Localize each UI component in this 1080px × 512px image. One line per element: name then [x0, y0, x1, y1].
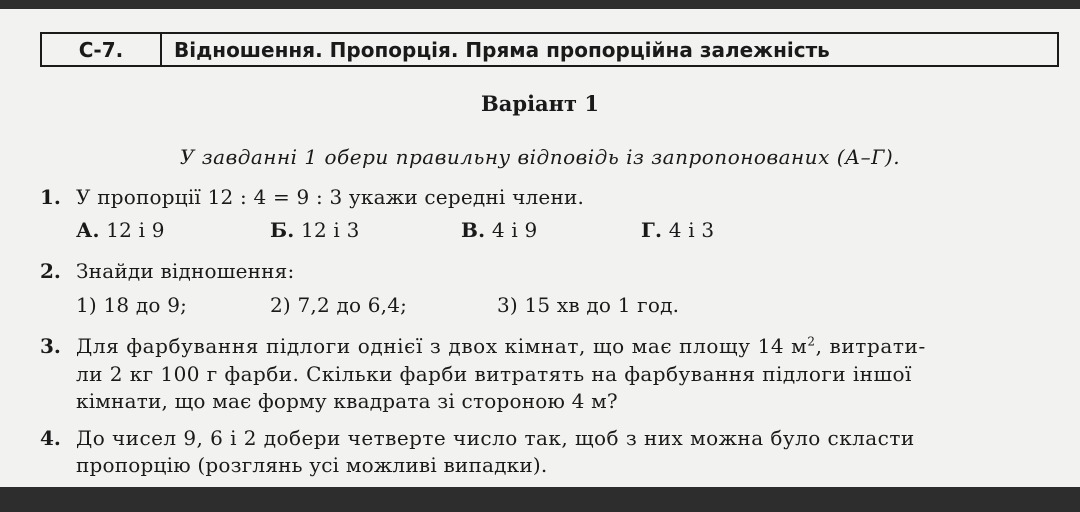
top-dark-bar	[0, 0, 1080, 9]
task-4-line-1: До чисел 9, 6 і 2 добери четверте число так, щоб з них можна було скласти	[76, 426, 915, 450]
task-2-item-3: 3) 15 хв до 1 год.	[497, 293, 680, 317]
option-letter: Б.	[270, 218, 295, 242]
task-1-option-a	[76, 218, 165, 242]
option-letter: В.	[461, 218, 486, 242]
task-2-number: 2.	[40, 259, 61, 283]
task-1-option-b	[270, 218, 360, 242]
task-2-text: Знайди відношення:	[76, 259, 295, 283]
option-text: 4 і 3	[668, 218, 715, 242]
task-3-line-1-text: Для фарбування підлоги однієї з двох кімнат, що має площу 14 м	[76, 334, 808, 358]
task-3-line-3: кімнати, що має форму квадрата зі стороною 4 м?	[76, 389, 618, 413]
task-1-option-c	[461, 218, 537, 242]
superscript-2: 2	[807, 334, 816, 349]
option-text: 12 і 9	[106, 218, 165, 242]
variant-heading: Варіант 1	[481, 91, 599, 116]
worksheet-code: С-7.	[42, 34, 162, 65]
option-text: 12 і 3	[301, 218, 360, 242]
task-4-number: 4.	[40, 426, 61, 450]
bottom-dark-bar	[0, 487, 1080, 512]
instruction-text: У завданні 1 обери правильну відповідь із запропонованих (А–Г).	[179, 145, 901, 169]
task-1-number: 1.	[40, 185, 61, 209]
task-1-text: У пропорції 12 : 4 = 9 : 3 укажи середні члени.	[76, 185, 585, 209]
option-text: 4 і 9	[491, 218, 538, 242]
task-3-line-2: ли 2 кг 100 г фарби. Скільки фарби витратять на фарбування підлоги іншої	[76, 362, 912, 386]
task-3-line-1-end: , витрати-	[815, 334, 926, 358]
task-4-line-2: пропорцію (розглянь усі можливі випадки).	[76, 453, 548, 477]
task-2-item-2: 2) 7,2 до 6,4;	[270, 293, 408, 317]
worksheet-title: Відношення. Пропорція. Пряма пропорційна залежність	[174, 37, 830, 62]
task-3-number: 3.	[40, 334, 61, 358]
option-letter: Г.	[641, 218, 663, 242]
option-letter: А.	[76, 218, 100, 242]
task-2-item-1: 1) 18 до 9;	[76, 293, 188, 317]
task-3-line-1	[76, 334, 926, 358]
task-1-option-d	[641, 218, 714, 242]
worksheet-header	[40, 32, 1059, 67]
